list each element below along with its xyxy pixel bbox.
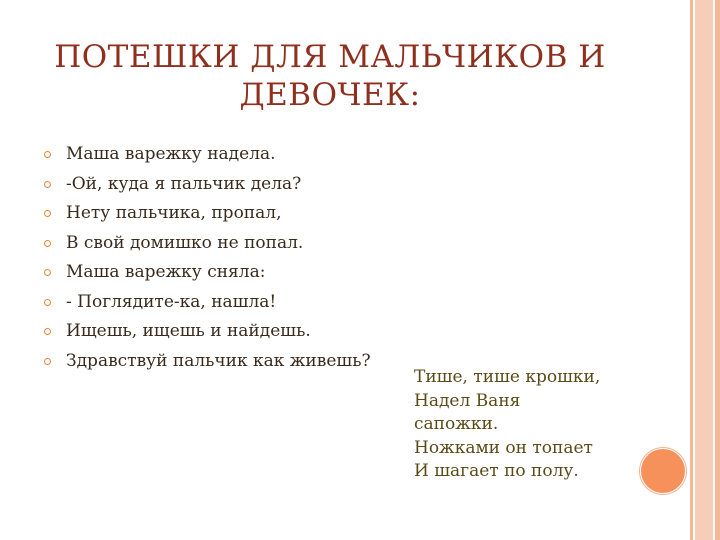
list-item-text: Маша варежку надела. (66, 144, 276, 164)
list-item-text: Здравствуй пальчик как живешь? (66, 350, 371, 371)
poem-line: Надел Ваня (414, 390, 521, 411)
list-item (44, 258, 371, 288)
bullet-icon (44, 181, 51, 188)
slide-title: ПОТЕШКИ ДЛЯ МАЛЬЧИКОВ И ДЕВОЧЕК: (54, 39, 606, 113)
list-item-text: Маша варежку сняла: (66, 262, 266, 282)
decor-stripe-thin (690, 0, 693, 540)
list-item-text: - Поглядите-ка, нашла! (66, 291, 277, 312)
bullet-icon (44, 151, 51, 158)
list-item (44, 347, 371, 377)
list-item (44, 140, 371, 170)
bullet-icon (44, 210, 51, 217)
bullet-icon (44, 269, 51, 276)
bullet-icon (44, 328, 51, 335)
list-item-text: -Ой, куда я пальчик дела? (66, 173, 302, 194)
list-item (44, 199, 371, 229)
bullet-icon (44, 358, 51, 365)
decor-circle (641, 449, 685, 493)
poem-line: Ножками он топает (414, 437, 593, 458)
list-item-text: Ищешь, ищешь и найдешь. (66, 321, 311, 341)
bullet-icon (44, 240, 51, 247)
poem-line: Тише, тише крошки, (414, 367, 601, 387)
decor-stripe-wide (695, 0, 713, 540)
list-item (44, 317, 371, 347)
decor-stripe-edge (715, 0, 720, 540)
list-item (44, 229, 371, 259)
bullet-icon (44, 299, 51, 306)
poem-line: И шагает по полу. (414, 461, 579, 481)
list-item-text: Нету пальчика, пропал, (66, 203, 282, 223)
list-item-text: В свой домишко не попал. (66, 232, 304, 253)
poem-block (414, 366, 600, 484)
poem-line: сапожки. (414, 414, 499, 434)
list-item (44, 170, 371, 200)
bullet-list (44, 140, 371, 376)
list-item (44, 288, 371, 318)
